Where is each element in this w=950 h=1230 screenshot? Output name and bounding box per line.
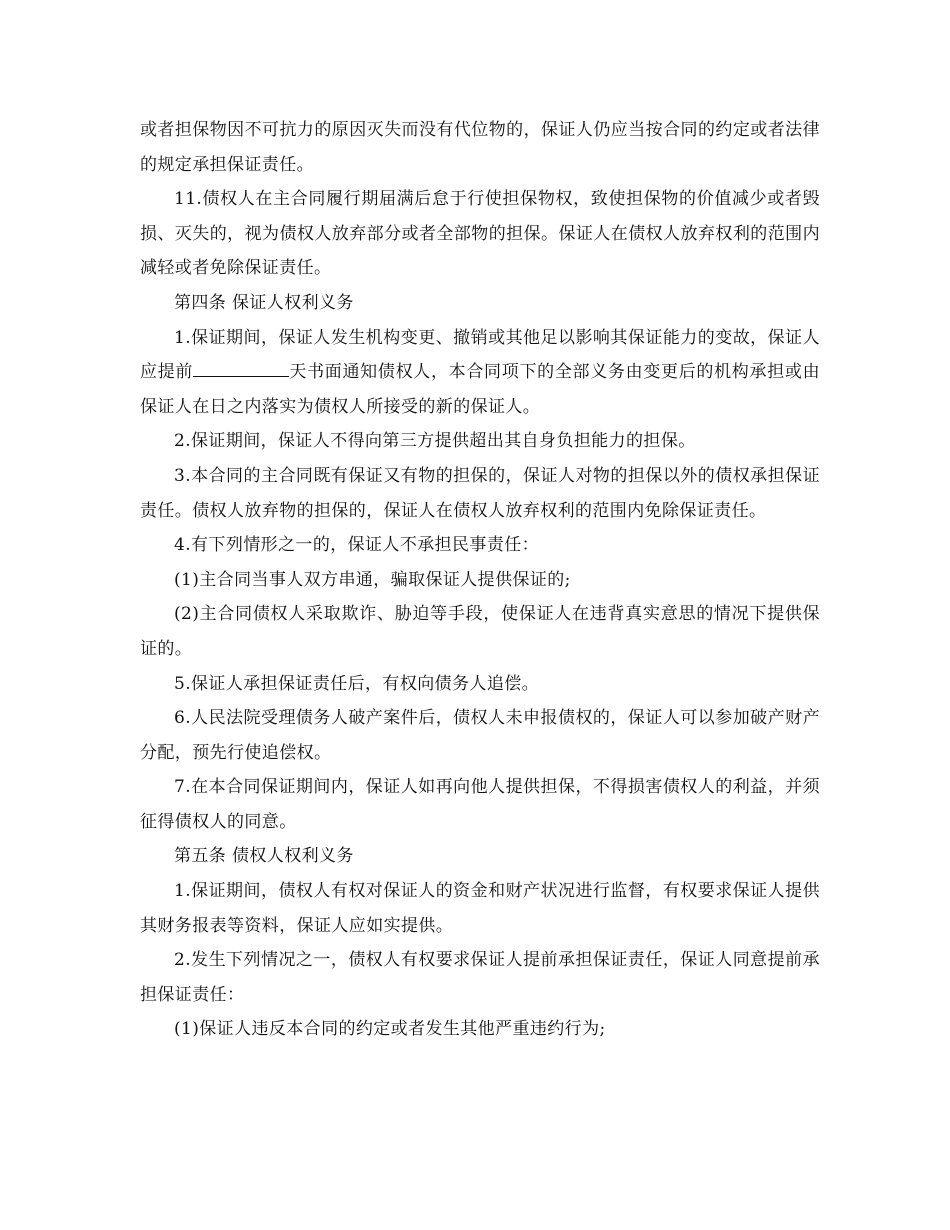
- article-5-heading: 第五条 债权人权利义务: [174, 846, 354, 867]
- article-4-item-3: 3.本合同的主合同既有保证又有物的担保的，保证人对物的担保以外的债权承担保证责任。债权人放弃物的担保的，保证人在债权人放弃权利的范围内免除保证责任。: [140, 465, 820, 521]
- item-text-before-blank: 1.保证期间，保证人发生机构变更、撤销或其他足以影响其保证能力的变故，保证人应提前: [140, 327, 820, 383]
- article-4-item-7: 7.在本合同保证期间内，保证人如再向他人提供担保，不得损害债权人的利益，并须征得债权人的同意。: [140, 777, 820, 832]
- article-4-item-4-sub-2: (2)主合同债权人采取欺诈、胁迫等手段，使保证人在违背真实意思的情况下提供保证的。: [140, 604, 820, 659]
- article-5-item-2-sub-1: (1)保证人违反本合同的约定或者发生其他严重违约行为;: [174, 1019, 606, 1040]
- article-5-item-2: 2.发生下列情况之一，债权人有权要求保证人提前承担保证责任，保证人同意提前承担保证责任：: [140, 950, 820, 1005]
- article-4-item-6: 6.人民法院受理债务人破产案件后，债权人未申报债权的，保证人可以参加破产财产分配，预先行使追偿权。: [140, 708, 820, 763]
- clause-3-item-11: 11.债权人在主合同履行期届满后怠于行使担保物权，致使担保物的价值减少或者毁损、灭失的，视为债权人放弃部分或者全部物的担保。保证人在债权人放弃权利的范围内减轻或者免除保证责任。: [140, 189, 820, 279]
- item-text-after-blank: 天书面通知债权人，本合同项下的全部义务由变更后的机构承担或由保证人在日之内落实为债权人所接受的新的保证人。: [140, 362, 820, 417]
- article-5-item-1: 1.保证期间，债权人有权对保证人的资金和财产状况进行监督，有权要求保证人提供其财务报表等资料，保证人应如实提供。: [140, 881, 820, 936]
- document-page: [140, 113, 820, 1047]
- article-4-item-2: 2.保证期间，保证人不得向第三方提供超出其自身负担能力的担保。: [174, 431, 696, 452]
- paragraph-continuation: 或者担保物因不可抗力的原因灭失而没有代位物的，保证人仍应当按合同的约定或者法律的规定承担保证责任。: [140, 120, 820, 175]
- article-4-item-4-sub-1: (1)主合同当事人双方串通，骗取保证人提供保证的;: [174, 569, 571, 590]
- article-4-item-4: 4.有下列情形之一的，保证人不承担民事责任：: [174, 535, 540, 556]
- fill-in-blank-days[interactable]: [193, 362, 289, 377]
- article-4-heading: 第四条 保证人权利义务: [174, 292, 354, 313]
- article-4-item-1: [140, 321, 820, 425]
- article-4-item-5: 5.保证人承担保证责任后，有权向债务人追偿。: [174, 673, 540, 694]
